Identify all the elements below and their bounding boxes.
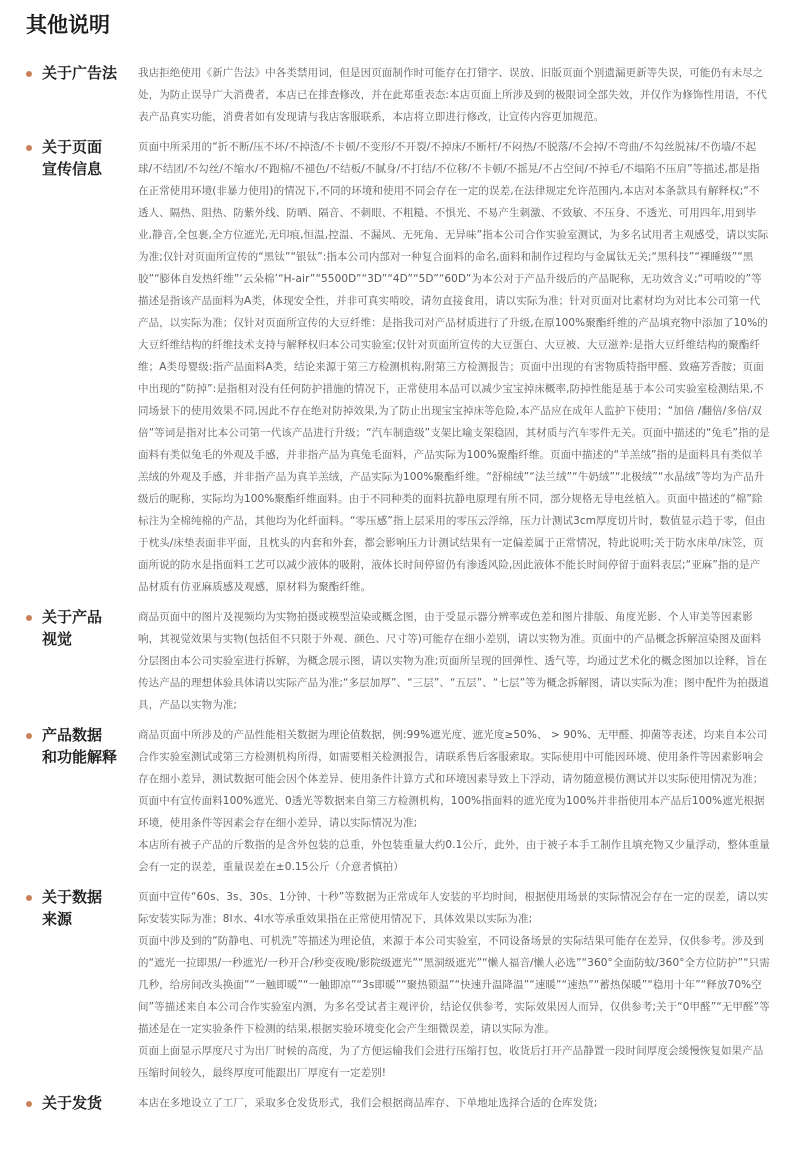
section-heading-line: 关于数据 [42, 888, 103, 906]
section-advertising-law [26, 62, 770, 128]
section-paragraph: 我店拒绝使用《新广告法》中各类禁用词，但是因页面制作时可能存在打错字、误放、旧版页面个别遗漏更新等失误，可能仍有未尽之处，为防止误导广大消费者，本店已在排查修改，并在此郑重表态:本店页面上所涉及到的极限词全部失效，并仅作为修饰性用语，不代表产品真实功能，消费者如有发现请与我店客服联系，本店将立即进行修改，让宣传内容更加规范。 [138, 67, 768, 123]
section-body [138, 886, 770, 1084]
section-paragraph: 页面中涉及到的“防静电、可机洗”等描述为理论值，来源于本公司实验室，不同设备场景的实际结果可能存在差异，仅供参考。涉及到的“遮光一拉即黑/一秒遮光/一秒开合/秒变夜晚/影院级遮光”“黑洞级遮光”“懒人福音/懒人必选”“360°全面防蚊/360°全方位防护”“只需几秒，给房间改头换面”“一触即暖”“一触即凉”“3s即暖”“聚热锁温”“快速升温降温”“速暖”“速热”“蓄热保暖”“稳用十年”“释放70%空间”等描述来自本公司合作实验室内测，为多名受试者主观评价，结论仅供参考，实际效果因人而异，仅供参考;关于“0甲醛”“无甲醛”等描述是在一定实验条件下检测的结果,根据实验环境变化会产生细微误差，请以实际为准。 [138, 935, 770, 1035]
section-body [138, 606, 770, 716]
section-body [138, 62, 770, 128]
section-paragraph: 商品页面中所涉及的产品性能相关数据为理论值数据，例:99%遮光度、遮光度≥50%、 > 90%、无甲醛、抑菌等表述，均来自本公司合作实验室测试或第三方检测机构所得，如需要相关检测报告，请联系售后客服索取。实际使用中可能因环境、使用条件等因素影响会存在细小差异，测试数据可能会因个体差异、使用条件计算方式和环境因素导致上下浮动，请勿随意模仿测试并以实际使用情况为准；页面中有宣传面料100%遮光、0透光等数据来自第三方检测机构，100%指面料的遮光度为100%并非指使用本产品后100%遮光根据环境，使用条件等因素会存在细小差异，请以实际情况为准; [138, 729, 768, 829]
section-paragraph: 本店所有被子产品的斤数指的是含外包装的总重，外包装重量大约0.1公斤，此外，由于被子本手工制作且填充物又少量浮动，整体重量会有一定的误差，重量误差在±0.15公斤（介意者慎拍） [138, 839, 770, 873]
section-body [138, 136, 770, 598]
page-title: 其他说明 [26, 13, 110, 37]
bullet-dot-icon [26, 733, 32, 739]
bullet-dot-icon [26, 895, 32, 901]
section-product-data [26, 724, 770, 878]
section-heading-line: 宣传信息 [42, 160, 103, 178]
section-heading-line: 视觉 [42, 630, 73, 648]
section-heading-line: 和功能解释 [42, 748, 118, 766]
section-body [138, 724, 770, 878]
section-shipping [26, 1092, 770, 1114]
section-heading [42, 62, 134, 84]
section-product-visuals [26, 606, 770, 716]
section-paragraph: 页面中所采用的“折不断/压不坏/不掉渣/不卡顿/不变形/不开裂/不掉床/不断杆/不闷热/不脱落/不会掉/不弯曲/不勾丝脱袜/不伤墙/不起球/不结团/不勾丝/不缩水/不跑棉/不褪色/不结板/不腻身/不打结/不位移/不卡顿/不摇晃/不占空间/不掉毛/不塌陷不压肩”等描述,都是指在正常使用环境(非暴力使用)的情况下,不同的环境和使用不同会存在一定的误差,在法律规定允许范围内,本店对本条款具有解释权;“不透人、隔热、阻热、防紫外线、防晒、隔音、不刺眼、不粗糙、不惧光、不易产生刺激、不致敏、不压身、不透光、可用四年,用到毕业,静音,全包裹,全方位遮光,无印痕,恒温,控温、不漏风、无死角、无异味”指本公司合作实验室测试，为多名试用者主观感受，请以实际为准;仅针对页面所宣传的“黑钛”“银钛”:指本公司内部对一种复合面料的命名,面料和制作过程均与金属钛无关;“黑科技”“裸睡级”“黑胶”“膨体自发热纤维”‘云朵棉’“H-air”“5500D”“3D”“4D”“5D”“60D”为本公对于产品升级后的产品昵称，无功效含义;“可啃咬的”等描述是指该产品面料为A类，体现安全性，并非可真实啃咬，请勿直接食用，请以实际为准；针对页面对比素材均为对比本公司第一代产品，以实际为准；仅针对页面所宣传的大豆纤维：是指我司对产品材质进行了升级,在原100%聚酯纤维的产品填充物中添加了10%的大豆纤维结构的纤维技术支持与解释权归本公司实验室;仅针对页面所宣传的大豆蛋白、大豆被、大豆滋养:是指大豆纤维结构的聚酯纤维；A类母婴级:指产品面料A类，结论来源于第三方检测机构,附第三方检测报告；页面中出现的有害物质特指甲醛、致癌芳香胺；页面中出现的“防掉”:是指相对没有任何防护措施的情况下，正常使用本品可以减少宝宝掉床概率,防掉性能是基于本公司实验室检测结果,不同场景下的使用效果不同,因此不存在绝对防掉效果,为了防止出现宝宝掉床等危险,本产品应在成年人监护下使用；“加倍 /翻倍/多倍/双倍”等词是指对比本公司第一代该产品进行升级；“汽车制造级”支架比喻支架稳固，其材质与汽车零件无关。页面中描述的“兔毛”指的是面料有类似兔毛的外观及手感，并非指产品为真兔毛面料，产品实际为100%聚酯纤维。页面中描述的“羊羔绒”指的是面料具有类似羊羔绒的外观及手感，并非指产品为真羊羔绒，产品实际为100%聚酯纤维。“舒棉绒”“法兰绒”“牛奶绒”“北极绒”“水晶绒”等均为产品升级后的昵称，实际均为100%聚酯纤维面料。由于不同种类的面料抗静电原理有所不同，部分规格无导电丝植入。页面中描述的“棉”除标注为全棉纯棉的产品，其他均为化纤面料。“零压感”指上层采用的零压云浮绵，压力计测试3cm厚度切片时，数值显示趋于零，但由于枕头/床垫表面非平面，且枕头的内套和外套，都会影响压力计测试结果有一定偏差属于正常情况，特此说明;关于防水床单/床笠，页面所说的防水是指面料工艺可以减少液体的吸附，液体长时间停留仍有渗透风险,因此液体不能长时间停留于面料表层;“亚麻”指的是产品材质有仿亚麻质感及观感，原材料为聚酯纤维。 [138, 141, 770, 593]
section-heading-line: 产品数据 [42, 726, 103, 744]
section-data-source [26, 886, 770, 1084]
bullet-dot-icon [26, 71, 32, 77]
section-body [138, 1092, 770, 1114]
section-heading [42, 606, 134, 650]
section-heading [42, 886, 134, 930]
section-heading [42, 136, 134, 180]
section-heading [42, 1092, 134, 1114]
section-heading-line: 关于广告法 [42, 64, 118, 82]
section-page-promotion [26, 136, 770, 598]
section-heading-line: 关于发货 [42, 1094, 103, 1112]
section-heading-line: 关于页面 [42, 138, 103, 156]
bullet-dot-icon [26, 145, 32, 151]
section-paragraph: 页面中宣传“60s、3s、30s、1分钟、十秒”等数据为正常成年人安装的平均时间，根据使用场景的实际情况会存在一定的误差，请以实际安装实际为准；8l水、4l水等承重效果指在正常使用情况下，具体效果以实际为准; [138, 891, 769, 925]
section-heading [42, 724, 134, 768]
section-paragraph: 本店在多地设立了工厂，采取多仓发货形式，我们会根据商品库存、下单地址选择合适的仓库发货; [138, 1097, 598, 1109]
bullet-dot-icon [26, 615, 32, 621]
section-heading-line: 来源 [42, 910, 73, 928]
section-paragraph: 页面上面显示厚度尺寸为出厂时候的高度，为了方便运输我们会进行压缩打包，收货后打开产品静置一段时间厚度会缓慢恢复如果产品压缩时间较久，最终厚度可能跟出厂厚度有一定差别! [138, 1045, 764, 1079]
section-paragraph: 商品页面中的图片及视频均为实物拍摄或模型渲染或概念图，由于受显示器分辨率或色差和图片排版、角度光影、个人审美等因素影响，其视觉效果与实物(包括但不只限于外观、颜色、尺寸等)可能存在细小差别，请以实物为准。页面中的产品概念拆解渲染图及面料分层图由本公司实验室进行拆解，为概念展示图，请以实物为准;页面所呈现的回弹性、透气等，均通过艺术化的概念图加以诠释，旨在传达产品的理想体验具体请以实际产品为准;“多层加厚”、“三层”、“五层”、“七层”等为概念拆解图，请以实际为准；图中配件为拍摄道具，产品以实物为准; [138, 611, 769, 711]
section-heading-line: 关于产品 [42, 608, 103, 626]
bullet-dot-icon [26, 1101, 32, 1107]
